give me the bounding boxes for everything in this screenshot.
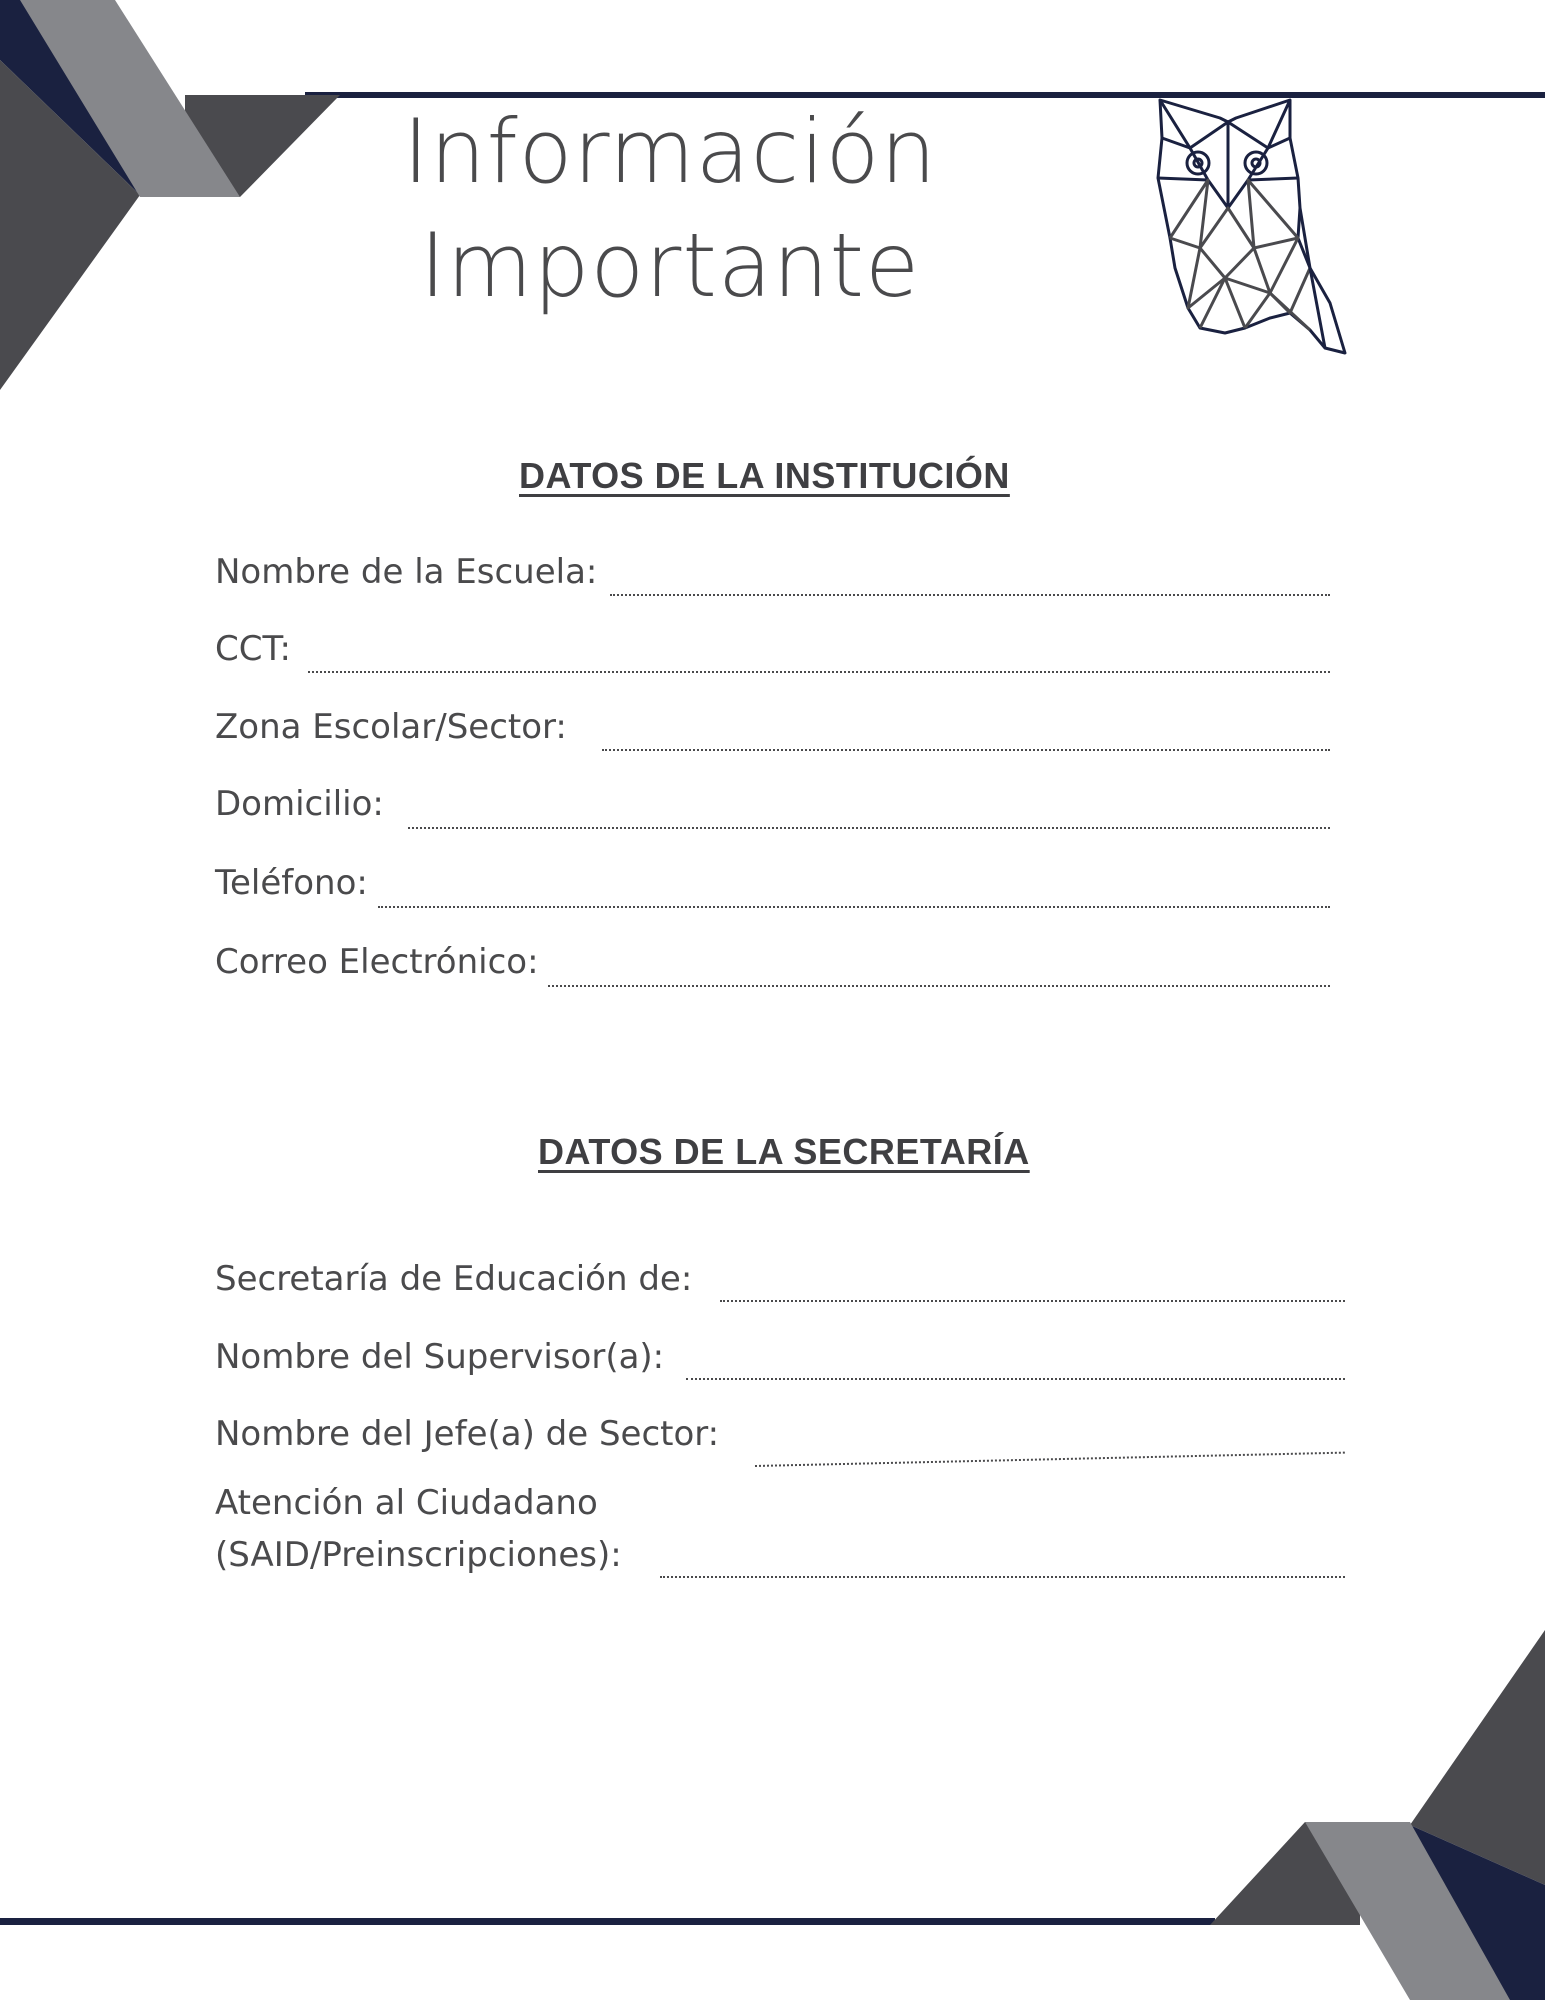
institution-heading: DATOS DE LA INSTITUCIÓN <box>519 455 1010 496</box>
email-label: Correo Electrónico: <box>215 942 539 982</box>
cct-label: CCT: <box>215 629 291 669</box>
school-name-label: Nombre de la Escuela: <box>215 552 598 592</box>
sector-chief-label: Nombre del Jefe(a) de Sector: <box>215 1414 720 1454</box>
school-zone-field[interactable] <box>602 749 1330 751</box>
top-rule <box>305 92 1545 98</box>
phone-label: Teléfono: <box>215 863 368 903</box>
email-field[interactable] <box>548 985 1330 987</box>
address-label: Domicilio: <box>215 784 384 824</box>
owl-icon <box>1150 98 1350 358</box>
supervisor-name-field[interactable] <box>686 1378 1345 1380</box>
page-title-line1: Información <box>402 100 938 203</box>
bottom-rule <box>0 1918 1215 1925</box>
cct-field[interactable] <box>308 671 1330 673</box>
school-name-field[interactable] <box>610 594 1330 596</box>
address-field[interactable] <box>408 827 1330 829</box>
phone-field[interactable] <box>378 906 1330 908</box>
citizen-attention-field[interactable] <box>660 1576 1345 1578</box>
citizen-attention-label-line1: Atención al Ciudadano <box>215 1483 598 1523</box>
page-title-line2: Importante <box>419 214 921 317</box>
education-secretariat-field[interactable] <box>720 1300 1345 1302</box>
citizen-attention-label-line2: (SAID/Preinscripciones): <box>215 1535 622 1575</box>
secretariat-heading: DATOS DE LA SECRETARÍA <box>538 1131 1030 1172</box>
education-secretariat-label: Secretaría de Educación de: <box>215 1259 693 1299</box>
supervisor-name-label: Nombre del Supervisor(a): <box>215 1337 665 1377</box>
school-zone-label: Zona Escolar/Sector: <box>215 707 567 747</box>
